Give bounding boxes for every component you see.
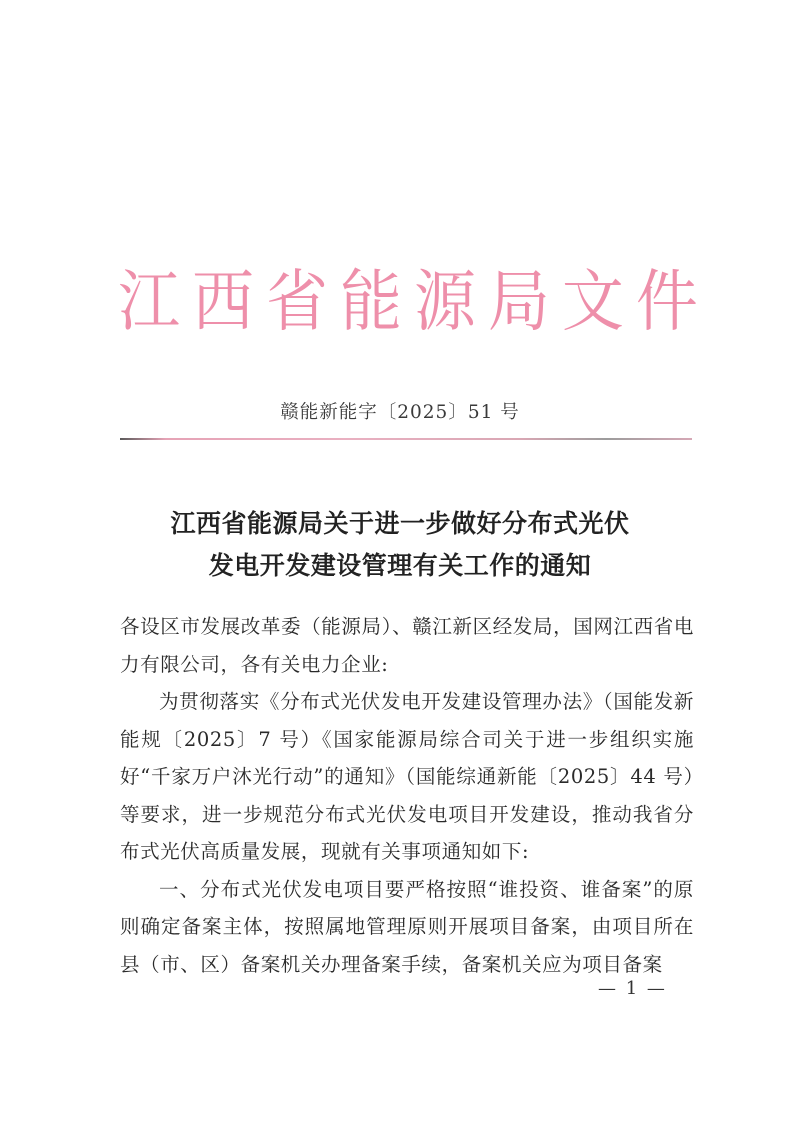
issuer-header [118,262,698,342]
issuer-char: 局 [487,262,550,341]
issuer-char: 源 [413,262,476,341]
document-body [120,608,694,983]
header-divider [120,438,692,440]
document-title [0,503,800,587]
issuer-char: 能 [339,262,402,341]
document-number: 赣能新能字〔2025〕51 号 [280,402,520,423]
addressees: 各设区市发展改革委（能源局）、赣江新区经发局，国网江西省电力有限公司，各有关电力企业: [120,615,694,676]
issuer-char: 江 [118,262,181,341]
title-line-1: 江西省能源局关于进一步做好分布式光伏 [170,509,630,538]
issuer-char: 文 [561,262,624,341]
paragraph-preamble: 为贯彻落实《分布式光伏发电开发建设管理办法》（国能发新能规〔2025〕7 号）《国家能源局综合司关于进一步组织实施好“千家万户沐光行动”的通知》（国能综通新能〔2025〕44 号）等要求，进一步规范分布式光伏发电项目开发建设，推动我省分布式光伏高质量发展，现就有关事项通知如下: [120,690,694,863]
issuer-char: 西 [191,262,254,341]
issuer-char: 省 [265,262,328,341]
paragraph-item-1: 一、分布式光伏发电项目要严格按照“谁投资、谁备案”的原则确定备案主体，按照属地管理原则开展项目备案，由项目所在县（市、区）备案机关办理备案手续，备案机关应为项目备案 [120,877,694,976]
title-line-2: 发电开发建设管理有关工作的通知 [208,551,592,580]
page-number: — 1 — [598,978,667,999]
issuer-char: 件 [635,262,698,341]
